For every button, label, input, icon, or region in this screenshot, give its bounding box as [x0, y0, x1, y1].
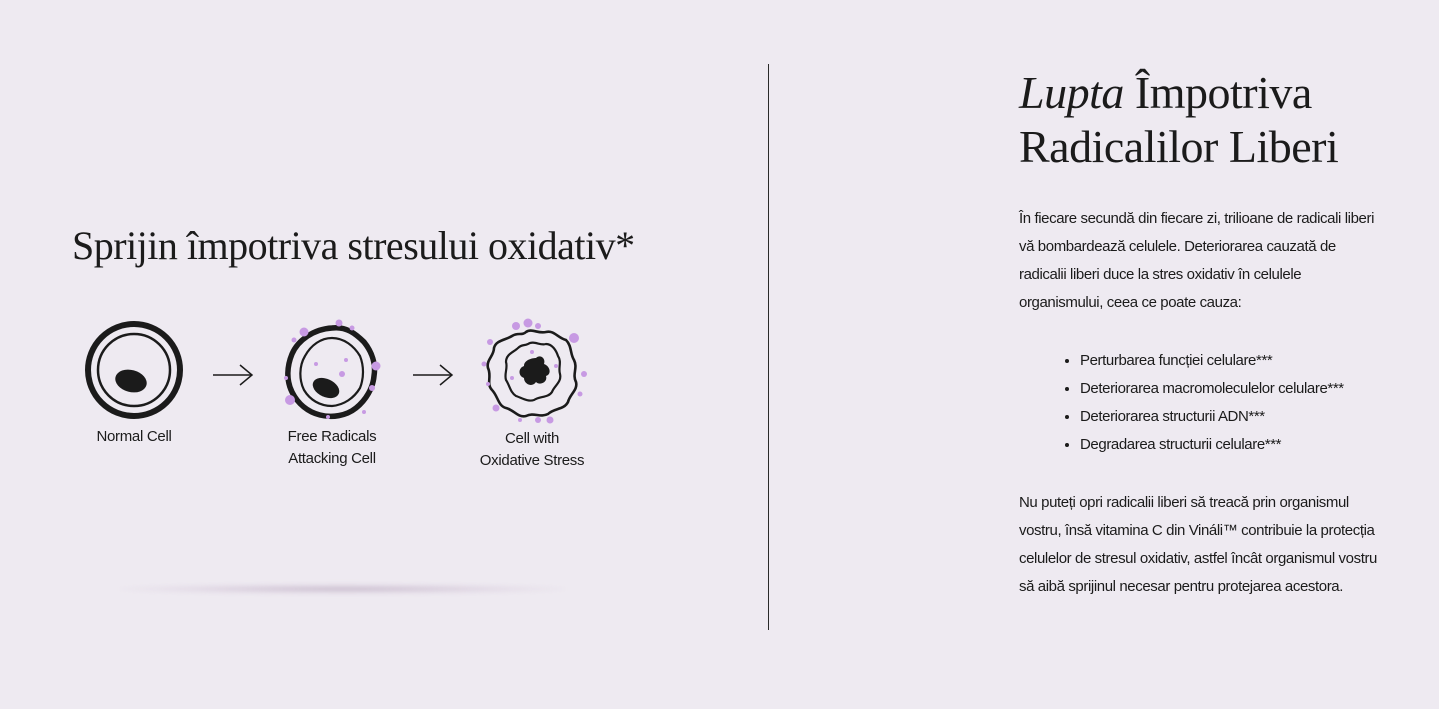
title-italic-word: Lupta [1019, 67, 1124, 118]
title-line1-rest: Împotriva [1134, 67, 1312, 118]
title-line2: Radicalilor Liberi [1019, 121, 1339, 172]
list-item: • Deteriorarea macromoleculelor celulare*** [1080, 375, 1344, 403]
section-title: Sprijin împotriva stresului oxidativ* [72, 223, 635, 268]
intro-paragraph: În fiecare secundă din fiecare zi, trilioane de radicali liberi vă bombardează celulele. Deteriorarea cauzată de radicalii liberi duce la stres oxidativ în celulele organismului, ceea ce poate cauza: [1019, 210, 1375, 311]
cell-label: Cell with Oxidative Stress [479, 430, 585, 469]
page-title [1019, 66, 1338, 174]
right-arrow-icon [212, 362, 254, 388]
attacked-cell [272, 318, 392, 470]
attacked-cell-icon [276, 318, 388, 422]
oxidative-stress-diagram [72, 318, 612, 478]
list-item: • Degradarea structurii celulare*** [1080, 431, 1344, 459]
right-arrow-icon [412, 362, 454, 388]
list-item: • Deteriorarea structurii ADN*** [1080, 403, 1344, 431]
closing-paragraph: Nu puteți opri radicalii liberi să treacă prin organismul vostru, însă vitamina C din Vináli™ contribuie la protecția celulelor de stresul oxidativ, astfel încât organismul vostru să aibă sprijinul necesar pentru protejarea acestora. [1019, 494, 1377, 595]
normal-cell-icon [82, 318, 186, 422]
effects-list [1060, 347, 1344, 459]
vertical-divider [768, 64, 769, 630]
diagram-shadow [120, 584, 565, 594]
cell-label: Normal Cell [96, 428, 172, 445]
cell-label: Free Radicals Attacking Cell [287, 428, 377, 467]
stressed-cell-icon [476, 318, 588, 424]
list-item: • Perturbarea funcției celulare*** [1080, 347, 1344, 375]
stressed-cell [472, 318, 592, 472]
normal-cell [74, 318, 194, 448]
